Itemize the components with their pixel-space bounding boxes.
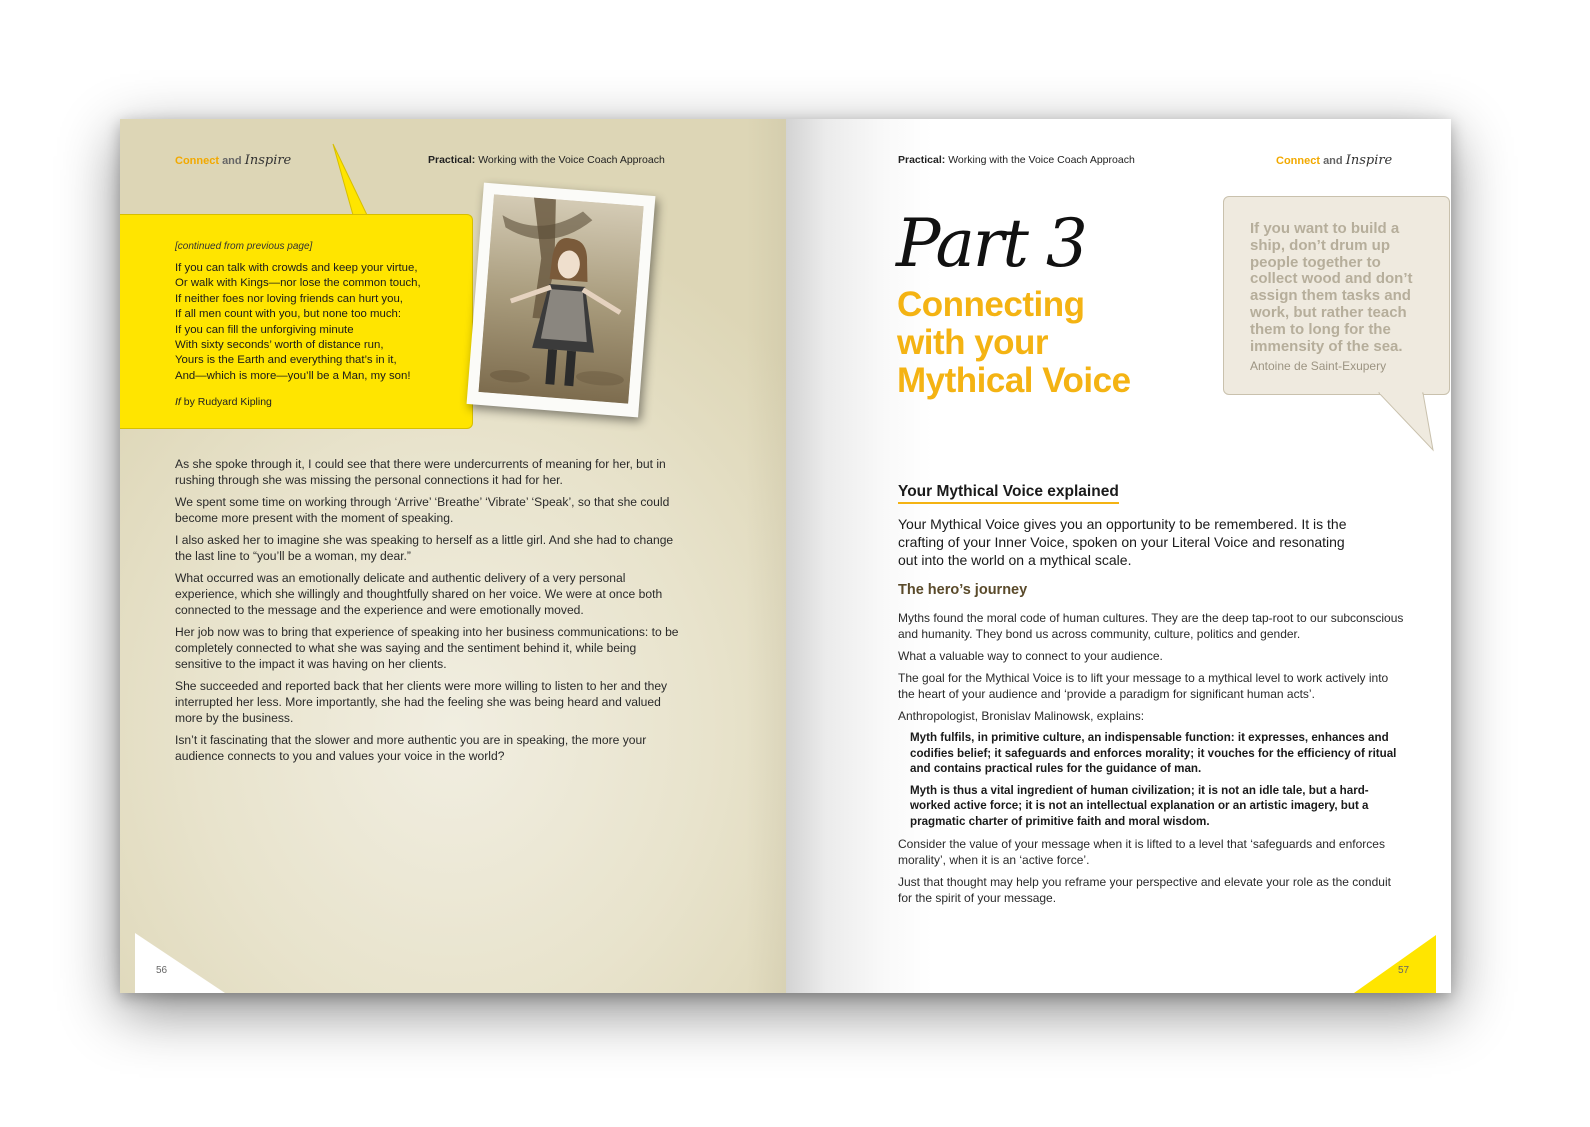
paragraph: I also asked her to imagine she was speaking to herself as a little girl. And she had to change the last line to “you’ll be a woman, my dear.”: [175, 533, 674, 563]
paragraph: Consider the value of your message when it is lifted to a level that ‘safeguards and enforces morality’, when it is an ‘active force’.: [898, 836, 1385, 867]
paragraph: Myths found the moral code of human cultures. They are the deep tap-root to our subconscious and humanity. They bond us across community, culture, politics and gender.: [898, 611, 1404, 641]
pull-quote-line: If you want to build a: [1250, 220, 1400, 237]
right-page: [786, 119, 1451, 993]
paragraph: The goal for the Mythical Voice is to lift your message to a mythical level to work actively into the heart of your audience and ‘provide a paradigm for significant human acts’.: [898, 671, 1389, 701]
paragraph: Isn’t it fascinating that the slower and more authentic you are in speaking, the more your audience connects to you and values your voice in the world?: [175, 733, 647, 763]
poem-line: If all men count with you, but none too much:: [175, 308, 402, 321]
running-head-bold: Practical:: [898, 154, 946, 166]
brand-and: and: [222, 155, 242, 167]
continued-note: [continued from previous page]: [175, 241, 313, 252]
poem-author: by Rudyard Kipling: [180, 396, 272, 408]
paragraph: Her job now was to bring that experience of speaking into her business communications: to be completely connected to what she was saying and the sentiment behind it, while being sensitive to the impact it was having on her clients.: [175, 625, 679, 671]
pull-quote-line: ship, don’t drum up: [1250, 236, 1390, 254]
brand-inspire: Inspire: [1345, 153, 1393, 168]
paragraph: She succeeded and reported back that her clients were more willing to listen to her and they interrupted her less. More importantly, she had the feeling she was being heard and valued more by the business.: [175, 679, 668, 725]
chapter-title: [897, 286, 1131, 400]
part-label: Part 3: [896, 205, 1086, 282]
running-head: [428, 154, 665, 166]
page-number-left: 56: [156, 965, 168, 976]
running-head-bold: Practical:: [428, 154, 476, 166]
running-head: [898, 154, 1135, 166]
quote-bubble-tail: [1379, 392, 1439, 454]
poem-speech-bubble: [120, 214, 473, 429]
intro-text: [898, 515, 1403, 569]
page-number-right: 57: [1398, 965, 1410, 976]
poem-line: With sixty seconds’ worth of distance run,: [175, 339, 384, 352]
pull-quote-line: them to long for the: [1250, 320, 1391, 338]
section-heading: Your Mythical Voice explained: [898, 483, 1119, 504]
brand-logo: [175, 153, 291, 168]
poem-line: Yours is the Earth and everything that’s in it,: [175, 354, 397, 367]
page-corner-left: [135, 933, 225, 993]
pull-quote-line: work, but rather teach: [1250, 303, 1407, 321]
chapter-title-line: with your: [897, 323, 1049, 362]
poem-line: If you can fill the unforgiving minute: [175, 323, 354, 336]
intro-line: crafting of your Inner Voice, spoken on your Literal Voice and resonating: [898, 534, 1345, 550]
poem: [175, 261, 465, 384]
left-body-text: [175, 456, 685, 770]
poem-line: And—which is more—you’ll be a Man, my son!: [175, 369, 411, 382]
brand-logo: [1276, 153, 1392, 168]
page-corner-right: [1354, 935, 1436, 993]
pull-quote: [1250, 221, 1440, 355]
left-page: [120, 119, 786, 993]
intro-line: out into the world on a mythical scale.: [898, 552, 1132, 568]
pull-quote-line: people together to: [1250, 253, 1381, 271]
intro-line: Your Mythical Voice gives you an opportunity to be remembered. It is the: [898, 516, 1347, 532]
poem-line: Or walk with Kings—nor lose the common touch,: [175, 277, 421, 290]
poem-line: If you can talk with crowds and keep your virtue,: [175, 262, 418, 274]
poem-line: If neither foes nor loving friends can hurt you,: [175, 292, 403, 305]
book-spread: [120, 119, 1451, 993]
running-head-text: Working with the Voice Coach Approach: [475, 154, 665, 166]
paragraph: What a valuable way to connect to your audience.: [898, 649, 1163, 663]
paragraph: What occurred was an emotionally delicate and authentic delivery of a very personal experience, which she willingly and thoughtfully shared on her voice. We were at once both connected to the message and the experience and were emotionally moved.: [175, 571, 663, 617]
pull-quote-author: Antoine de Saint-Exupery: [1250, 359, 1387, 373]
right-body-text: [898, 610, 1408, 912]
girl-photo: [467, 183, 656, 418]
running-head-text: Working with the Voice Coach Approach: [945, 154, 1135, 166]
pull-quote-line: assign them tasks and: [1250, 287, 1411, 305]
block-quote: Myth is thus a vital ingredient of human civilization; it is not an idle tale, but a hard-worked active force; it is not an intellectual explanation or an artistic imagery, but a pragmatic charter of primitive faith and moral wisdom.: [910, 783, 1369, 828]
pull-quote-line: collect wood and don’t: [1250, 270, 1413, 288]
block-quote: Myth fulfils, in primitive culture, an indispensable function: it expresses, enhances and codifies belief; it safeguards and enforces morality; it vouches for the efficiency of ritual and contains practical rules for the guidance of man.: [910, 731, 1397, 776]
brand-connect: Connect: [175, 155, 219, 167]
paragraph: Anthropologist, Bronislav Malinowsk, explains:: [898, 709, 1145, 723]
poem-title: If: [175, 396, 181, 408]
chapter-title-line: Connecting: [897, 285, 1085, 324]
photo-image: [479, 194, 644, 403]
paragraph: Just that thought may help you reframe your perspective and elevate your role as the conduit for the spirit of your message.: [898, 874, 1391, 905]
brand-inspire: Inspire: [244, 153, 292, 168]
subheading: The hero’s journey: [898, 582, 1028, 598]
paragraph: We spent some time on working through ‘Arrive’ ‘Breathe’ ‘Vibrate’ ‘Speak’, so that she could become more present with the moment of speaking.: [175, 495, 670, 525]
chapter-title-line: Mythical Voice: [897, 361, 1131, 400]
pull-quote-line: immensity of the sea.: [1250, 337, 1403, 355]
paragraph: As she spoke through it, I could see that there were undercurrents of meaning for her, but in rushing through she was missing the personal connections it had for her.: [175, 457, 666, 487]
poem-credit: [175, 396, 272, 408]
brand-and: and: [1323, 155, 1343, 167]
bubble-tail: [315, 144, 375, 219]
brand-connect: Connect: [1276, 155, 1320, 167]
